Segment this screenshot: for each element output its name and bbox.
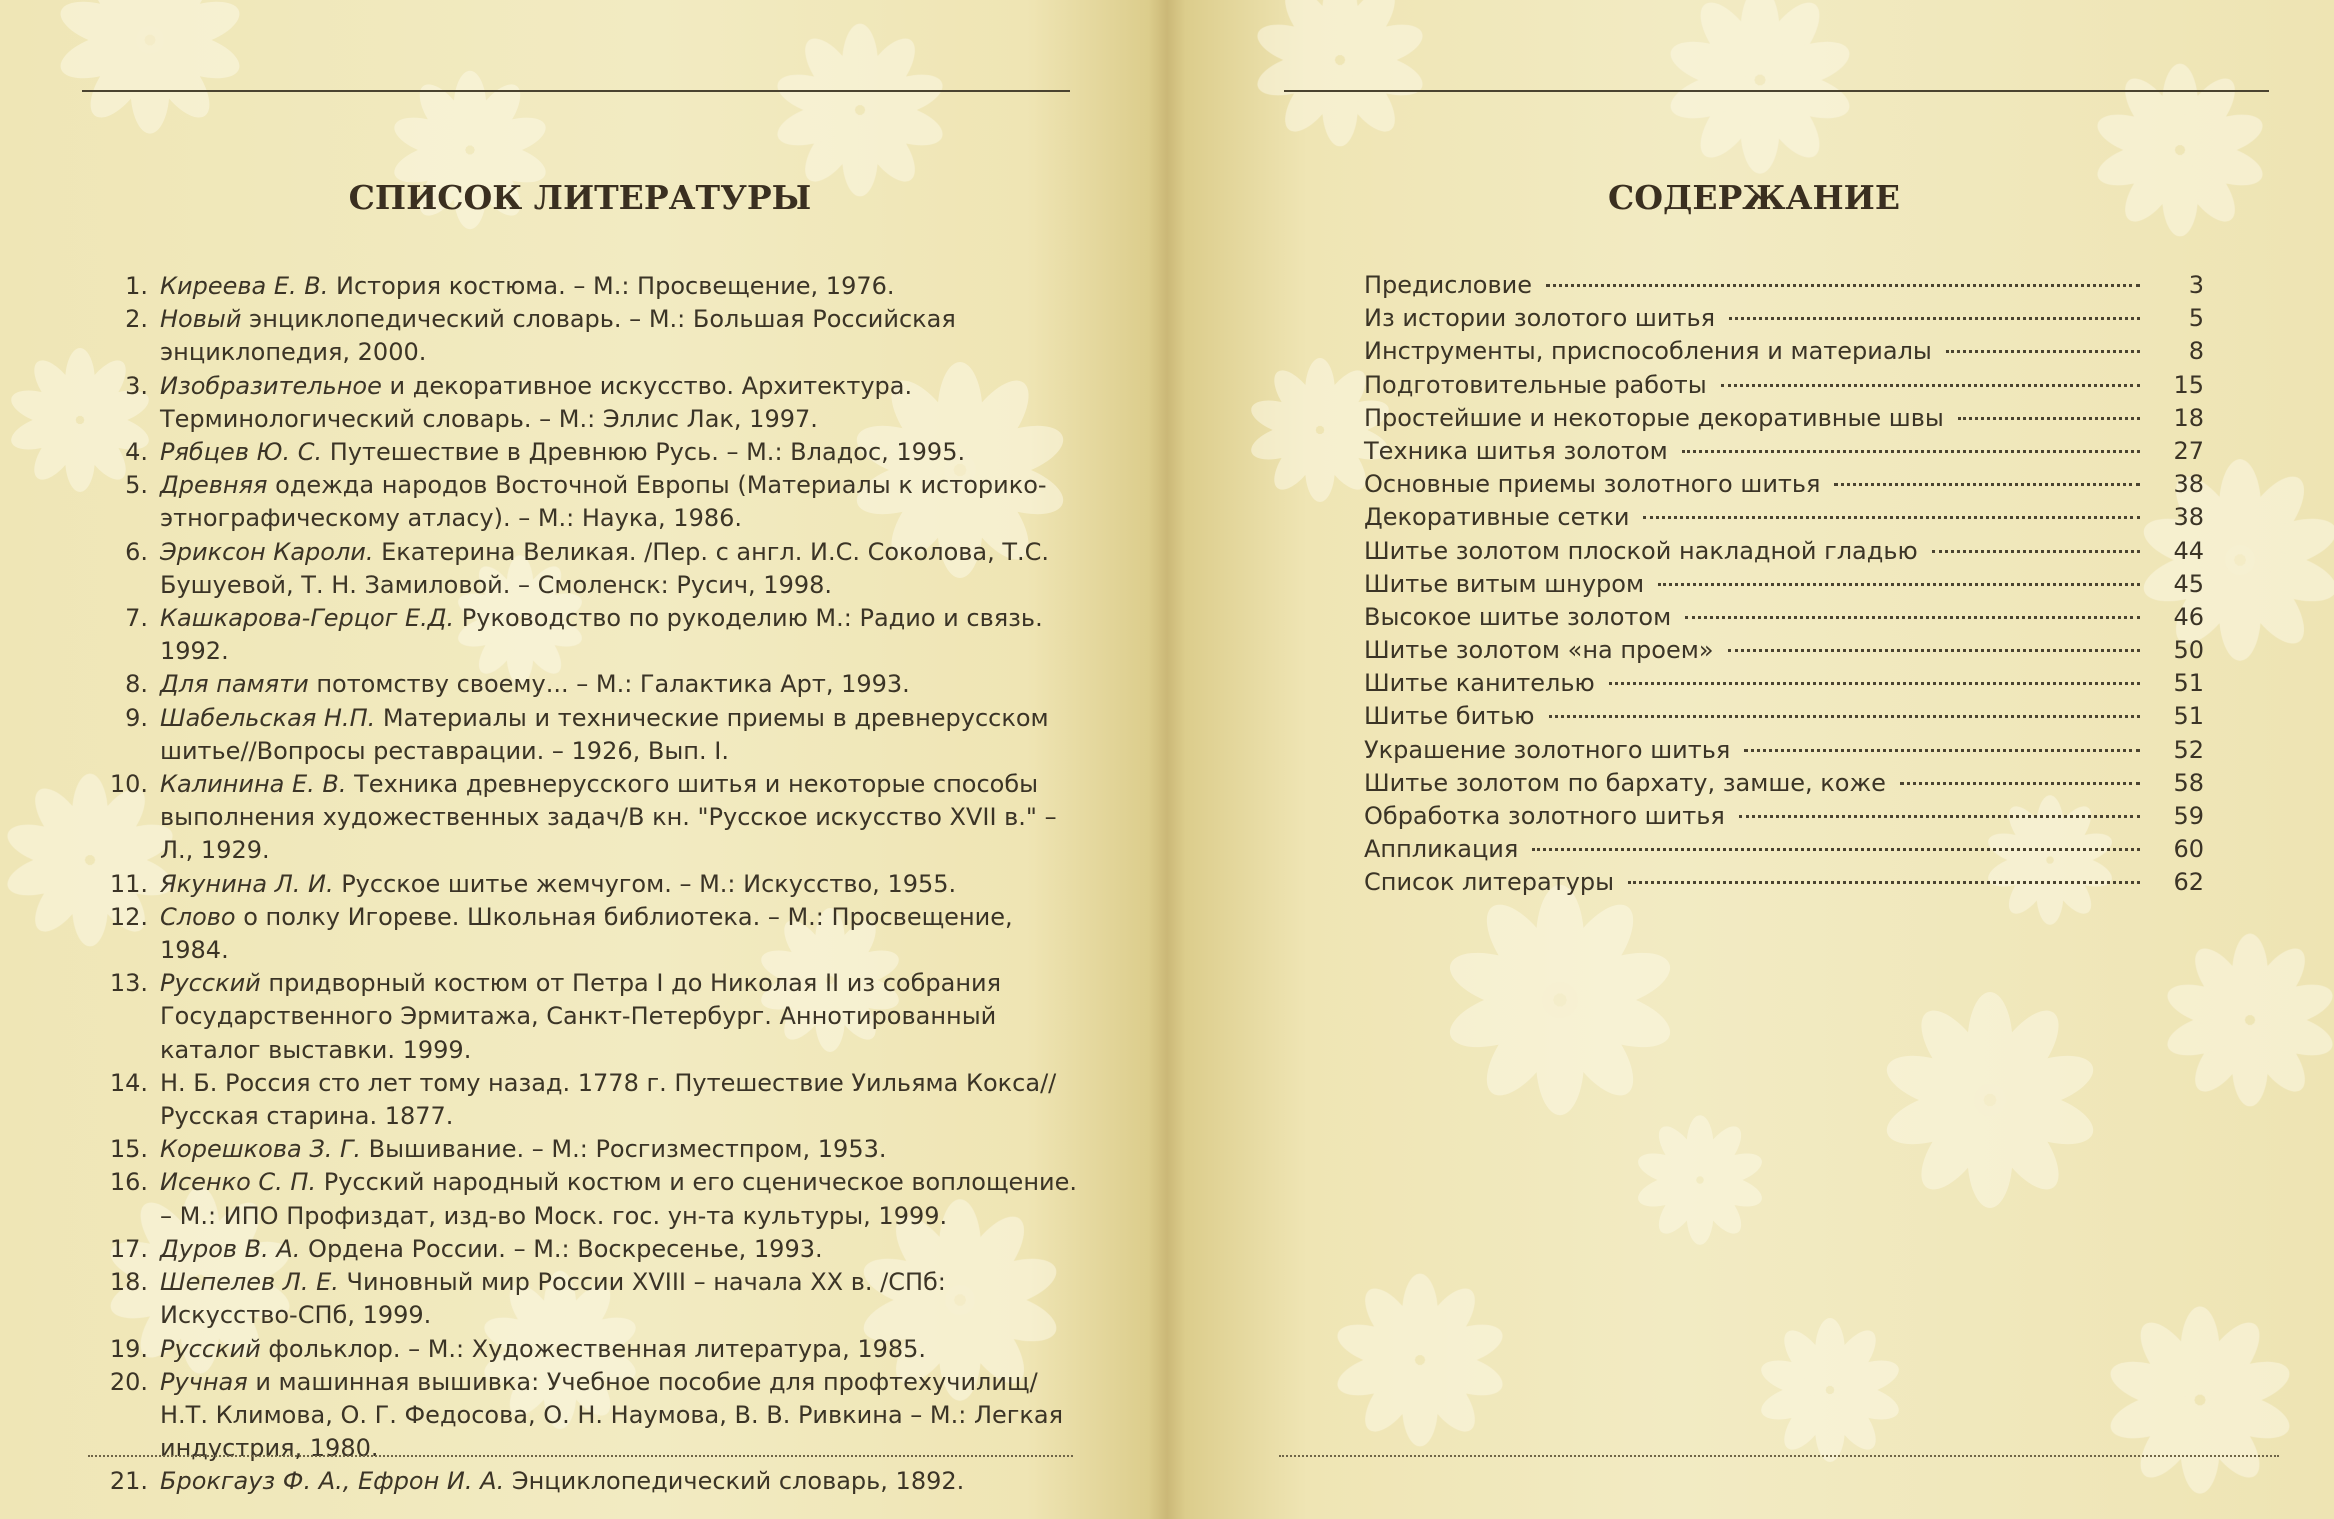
entry-description: Техника древнерусского шитья и некоторые способы выполнения художественных задач/В кн. "Русское искусство XVII в." – Л., 1929. <box>160 770 1057 865</box>
entry-author: Дуров В. А. <box>160 1234 301 1263</box>
entry-text <box>160 967 1078 1067</box>
entry-number: 10. <box>109 770 148 799</box>
entry-description: Н. Б. Россия сто лет тому назад. 1778 г. Путешествие Уильяма Кокса//Русская старина. 1877. <box>160 1068 1057 1131</box>
entry-author: Для памяти <box>160 670 309 699</box>
dot-leader <box>1628 881 2140 884</box>
dot-leader <box>1728 649 2140 652</box>
entry-number: 1. <box>125 272 148 300</box>
toc-title: Обработка золотного шитья <box>1364 802 1725 830</box>
bibliography-entry <box>88 702 1078 768</box>
bibliography-entry <box>88 1333 1078 1366</box>
bibliography-entry <box>88 370 1078 436</box>
toc-page-number: 18 <box>2173 403 2204 432</box>
toc-page-number: 51 <box>2173 702 2204 731</box>
entry-number: 12. <box>109 902 148 931</box>
entry-description: энциклопедический словарь. – М.: Большая Российская энциклопедия, 2000. <box>160 305 956 367</box>
entry-description: о полку Игореве. Школьная библиотека. – М.: Просвещение, 1984. <box>160 902 1013 965</box>
entry-description: придворный костюм от Петра I до Николая II из собрания Государственного Эрмитажа, Санкт-Петербург. Аннотированный каталог выставки. 1999. <box>160 969 1002 1064</box>
dot-leader <box>1946 350 2140 353</box>
toc-title: Высокое шитье золотом <box>1364 602 1672 631</box>
entry-number: 13. <box>109 969 148 998</box>
bibliography-entry <box>88 1465 1078 1498</box>
entry-description: фольклор. – М.: Художественная литература, 1985. <box>260 1334 927 1363</box>
bibliography-entry <box>88 469 1078 535</box>
entry-text <box>160 1166 1078 1232</box>
bibliography-entry <box>88 602 1078 668</box>
entry-text <box>160 602 1078 668</box>
entry-author: Исенко С. П. <box>160 1168 317 1197</box>
entry-number: 11. <box>109 869 148 898</box>
entry-author: Шабельская Н.П. <box>160 703 376 732</box>
toc-page-number: 46 <box>2173 602 2204 631</box>
dot-leader <box>1834 483 2140 486</box>
entry-description: Русское шитье жемчугом. – М.: Искусство, 1955. <box>333 869 957 898</box>
entry-description: потомству своему... – М.: Галактика Арт, 1993. <box>308 670 910 699</box>
bibliography-entry <box>88 868 1078 901</box>
entry-description: Путешествие в Древнюю Русь. – М.: Владос, 1995. <box>322 438 966 467</box>
entry-text <box>160 270 1078 303</box>
dot-leader <box>1932 550 2140 553</box>
entry-author: Якунина Л. И. <box>160 869 334 898</box>
entry-author: Новый <box>160 305 242 334</box>
toc-entry <box>1364 833 2204 866</box>
toc-entry <box>1364 734 2204 767</box>
entry-description: Ордена России. – М.: Воскресенье, 1993. <box>300 1234 823 1263</box>
toc-page-number: 51 <box>2173 669 2204 698</box>
toc-title: Шитье золотом плоской накладной гладью <box>1364 536 1918 565</box>
dot-leader <box>1532 848 2140 851</box>
top-rule <box>1284 90 2269 92</box>
entry-number: 21. <box>109 1467 148 1496</box>
bibliography-entry <box>88 436 1078 469</box>
toc-page-number: 52 <box>2173 735 2204 764</box>
bottom-rule <box>88 1455 1073 1457</box>
entry-text <box>160 1266 1078 1332</box>
toc-entry <box>1364 501 2204 534</box>
dot-leader <box>1685 616 2140 619</box>
toc-page-number: 27 <box>2173 436 2204 465</box>
entry-text <box>160 1366 1078 1466</box>
table-of-contents <box>1364 269 2204 900</box>
entry-description: Екатерина Великая. /Пер. с англ. И.С. Соколова, Т.С. Бушуевой, Т. Н. Замиловой. – Смоленск: Русич, 1998. <box>160 537 1050 599</box>
toc-title: Основные приемы золотного шитья <box>1364 470 1821 499</box>
toc-page-number: 38 <box>2173 503 2204 532</box>
toc-entry <box>1364 435 2204 468</box>
entry-number: 15. <box>109 1135 148 1164</box>
bibliography-list <box>88 270 1078 1499</box>
entry-number: 6. <box>125 537 148 566</box>
bibliography-entry <box>88 1067 1078 1133</box>
entry-number: 5. <box>125 471 148 500</box>
dot-leader <box>1682 450 2140 453</box>
toc-page-number: 59 <box>2173 802 2204 830</box>
toc-page-number: 58 <box>2173 768 2204 797</box>
toc-entry <box>1364 667 2204 700</box>
toc-page-number: 45 <box>2173 569 2204 598</box>
entry-text <box>160 303 1078 369</box>
entry-description: Материалы и технические приемы в древнерусском шитье//Вопросы реставрации. – 1926, Вып. I. <box>160 703 1049 765</box>
dot-leader <box>1729 317 2140 320</box>
toc-title: Техника шитья золотом <box>1364 436 1668 465</box>
toc-entry <box>1364 335 2204 368</box>
entry-author: Изобразительное <box>160 371 382 400</box>
entry-author: Брокгауз Ф. А., Ефрон И. А. <box>160 1467 505 1496</box>
entry-text <box>160 469 1078 535</box>
toc-title: Из истории золотого шитья <box>1364 304 1716 333</box>
toc-page-number: 38 <box>2173 470 2204 499</box>
entry-number: 18. <box>109 1268 148 1297</box>
toc-title: Шитье золотом «на проем» <box>1364 636 1714 665</box>
entry-author: Шепелев Л. Е. <box>160 1268 339 1297</box>
dot-leader <box>1739 815 2140 818</box>
toc-page-number: 44 <box>2173 536 2204 565</box>
toc-entry <box>1364 568 2204 601</box>
entry-description: и декоративное искусство. Архитектура. Терминологический словарь. – М.: Эллис Лак, 1997. <box>160 371 913 433</box>
toc-entry <box>1364 468 2204 501</box>
entry-author: Эриксон Кароли. <box>160 537 374 566</box>
bibliography-entry <box>88 270 1078 303</box>
bibliography-entry <box>88 967 1078 1067</box>
toc-title: Инструменты, приспособления и материалы <box>1364 337 1932 366</box>
bibliography-entry <box>88 536 1078 602</box>
entry-text <box>160 370 1078 436</box>
toc-entry <box>1364 866 2204 899</box>
entry-text <box>160 1233 1078 1266</box>
entry-text <box>160 768 1078 868</box>
contents-heading: СОДЕРЖАНИЕ <box>1607 178 1900 217</box>
toc-page-number: 5 <box>2188 304 2204 333</box>
dot-leader <box>1643 516 2140 519</box>
bibliography-entry <box>88 1166 1078 1232</box>
toc-entry <box>1364 767 2204 800</box>
entry-author: Кашкарова-Герцог Е.Д. <box>160 604 455 633</box>
toc-entry <box>1364 369 2204 402</box>
bibliography-entry <box>88 901 1078 967</box>
entry-description: Вышивание. – М.: Росгизместпром, 1953. <box>361 1135 887 1164</box>
toc-page-number: 60 <box>2173 835 2204 864</box>
toc-title: Подготовительные работы <box>1364 370 1707 399</box>
toc-title: Простейшие и некоторые декоративные швы <box>1364 403 1944 432</box>
entry-author: Ручная <box>160 1367 248 1396</box>
toc-title: Шитье канителью <box>1364 669 1595 698</box>
entry-number: 14. <box>109 1068 148 1097</box>
entry-description: История костюма. – М.: Просвещение, 1976. <box>328 272 895 300</box>
entry-description: Русский народный костюм и его сценическое воплощение. – М.: ИПО Профиздат, изд-во Моск. гос. ун-та культуры, 1999. <box>160 1168 1078 1230</box>
bibliography-entry <box>88 768 1078 868</box>
entry-number: 3. <box>125 371 148 400</box>
toc-entry <box>1364 700 2204 733</box>
bibliography-entry <box>88 1133 1078 1166</box>
entry-author: Русский <box>160 1334 261 1363</box>
entry-description: одежда народов Восточной Европы (Материалы к историко-этнографическому атласу). – М.: Наука, 1986. <box>160 471 1047 533</box>
dot-leader <box>1546 284 2140 287</box>
dot-leader <box>1958 417 2140 420</box>
dot-leader <box>1744 749 2140 752</box>
left-page <box>0 0 1160 1519</box>
entry-text <box>160 1465 1078 1498</box>
toc-entry <box>1364 800 2204 833</box>
toc-entry <box>1364 302 2204 335</box>
bibliography-entry <box>88 668 1078 701</box>
entry-author: Русский <box>160 969 261 998</box>
entry-text <box>160 1067 1078 1133</box>
bibliography-entry <box>88 1266 1078 1332</box>
entry-text <box>160 1333 1078 1366</box>
bibliography-heading: СПИСОК ЛИТЕРАТУРЫ <box>348 178 812 217</box>
entry-text <box>160 536 1078 602</box>
entry-description: и машинная вышивка: Учебное пособие для профтехучилищ/Н.Т. Климова, О. Г. Федосова, О. Н. Наумова, В. В. Ривкина – М.: Легкая индустрия, 1980. <box>160 1367 1064 1463</box>
bibliography-entry <box>88 303 1078 369</box>
entry-number: 16. <box>109 1168 148 1197</box>
right-page <box>1174 0 2334 1519</box>
entry-number: 8. <box>125 670 148 699</box>
toc-title: Шитье битью <box>1364 702 1535 731</box>
entry-number: 17. <box>109 1234 148 1263</box>
entry-author: Рябцев Ю. С. <box>160 438 323 467</box>
toc-page-number: 62 <box>2173 868 2204 897</box>
dot-leader <box>1549 715 2140 718</box>
entry-author: Киреева Е. В. <box>160 272 329 300</box>
toc-entry <box>1364 601 2204 634</box>
entry-text <box>160 702 1078 768</box>
toc-title: Аппликация <box>1364 835 1519 864</box>
entry-description: Руководство по рукоделию М.: Радио и связь. 1992. <box>160 604 1043 666</box>
entry-description: Энциклопедический словарь, 1892. <box>504 1467 965 1496</box>
toc-title: Шитье золотом по бархату, замше, коже <box>1364 768 1886 797</box>
entry-number: 2. <box>125 305 148 334</box>
toc-page-number: 15 <box>2173 370 2204 399</box>
entry-text <box>160 868 1078 901</box>
toc-page-number: 3 <box>2188 271 2204 299</box>
toc-title: Предисловие <box>1364 271 1532 299</box>
entry-number: 9. <box>125 703 148 732</box>
entry-number: 20. <box>109 1367 148 1396</box>
bibliography-entry <box>88 1366 1078 1466</box>
toc-page-number: 50 <box>2173 636 2204 665</box>
toc-entry <box>1364 634 2204 667</box>
toc-title: Список литературы <box>1364 868 1615 897</box>
bottom-rule <box>1279 1455 2279 1457</box>
dot-leader <box>1721 384 2140 387</box>
entry-number: 7. <box>125 604 148 633</box>
entry-author: Древняя <box>160 471 268 500</box>
toc-title: Шитье витым шнуром <box>1364 569 1645 598</box>
entry-text <box>160 668 1078 701</box>
entry-author: Корешкова З. Г. <box>160 1135 361 1164</box>
toc-page-number: 8 <box>2188 337 2204 366</box>
toc-entry <box>1364 269 2204 302</box>
entry-text <box>160 436 1078 469</box>
bibliography-entry <box>88 1233 1078 1266</box>
dot-leader <box>1609 682 2140 685</box>
dot-leader <box>1900 782 2140 785</box>
entry-author: Слово <box>160 902 236 931</box>
toc-entry <box>1364 535 2204 568</box>
toc-title: Украшение золотного шитья <box>1364 735 1731 764</box>
entry-author: Калинина Е. В. <box>160 770 347 799</box>
toc-title: Декоративные сетки <box>1364 503 1630 532</box>
top-rule <box>82 90 1070 92</box>
toc-entry <box>1364 402 2204 435</box>
entry-text <box>160 901 1078 967</box>
entry-number: 4. <box>125 438 148 467</box>
entry-description: Чиновный мир России XVIII – начала XX в. /СПб: Искусство-СПб, 1999. <box>160 1268 946 1330</box>
dot-leader <box>1658 583 2140 586</box>
entry-text <box>160 1133 1078 1166</box>
entry-number: 19. <box>109 1334 148 1363</box>
